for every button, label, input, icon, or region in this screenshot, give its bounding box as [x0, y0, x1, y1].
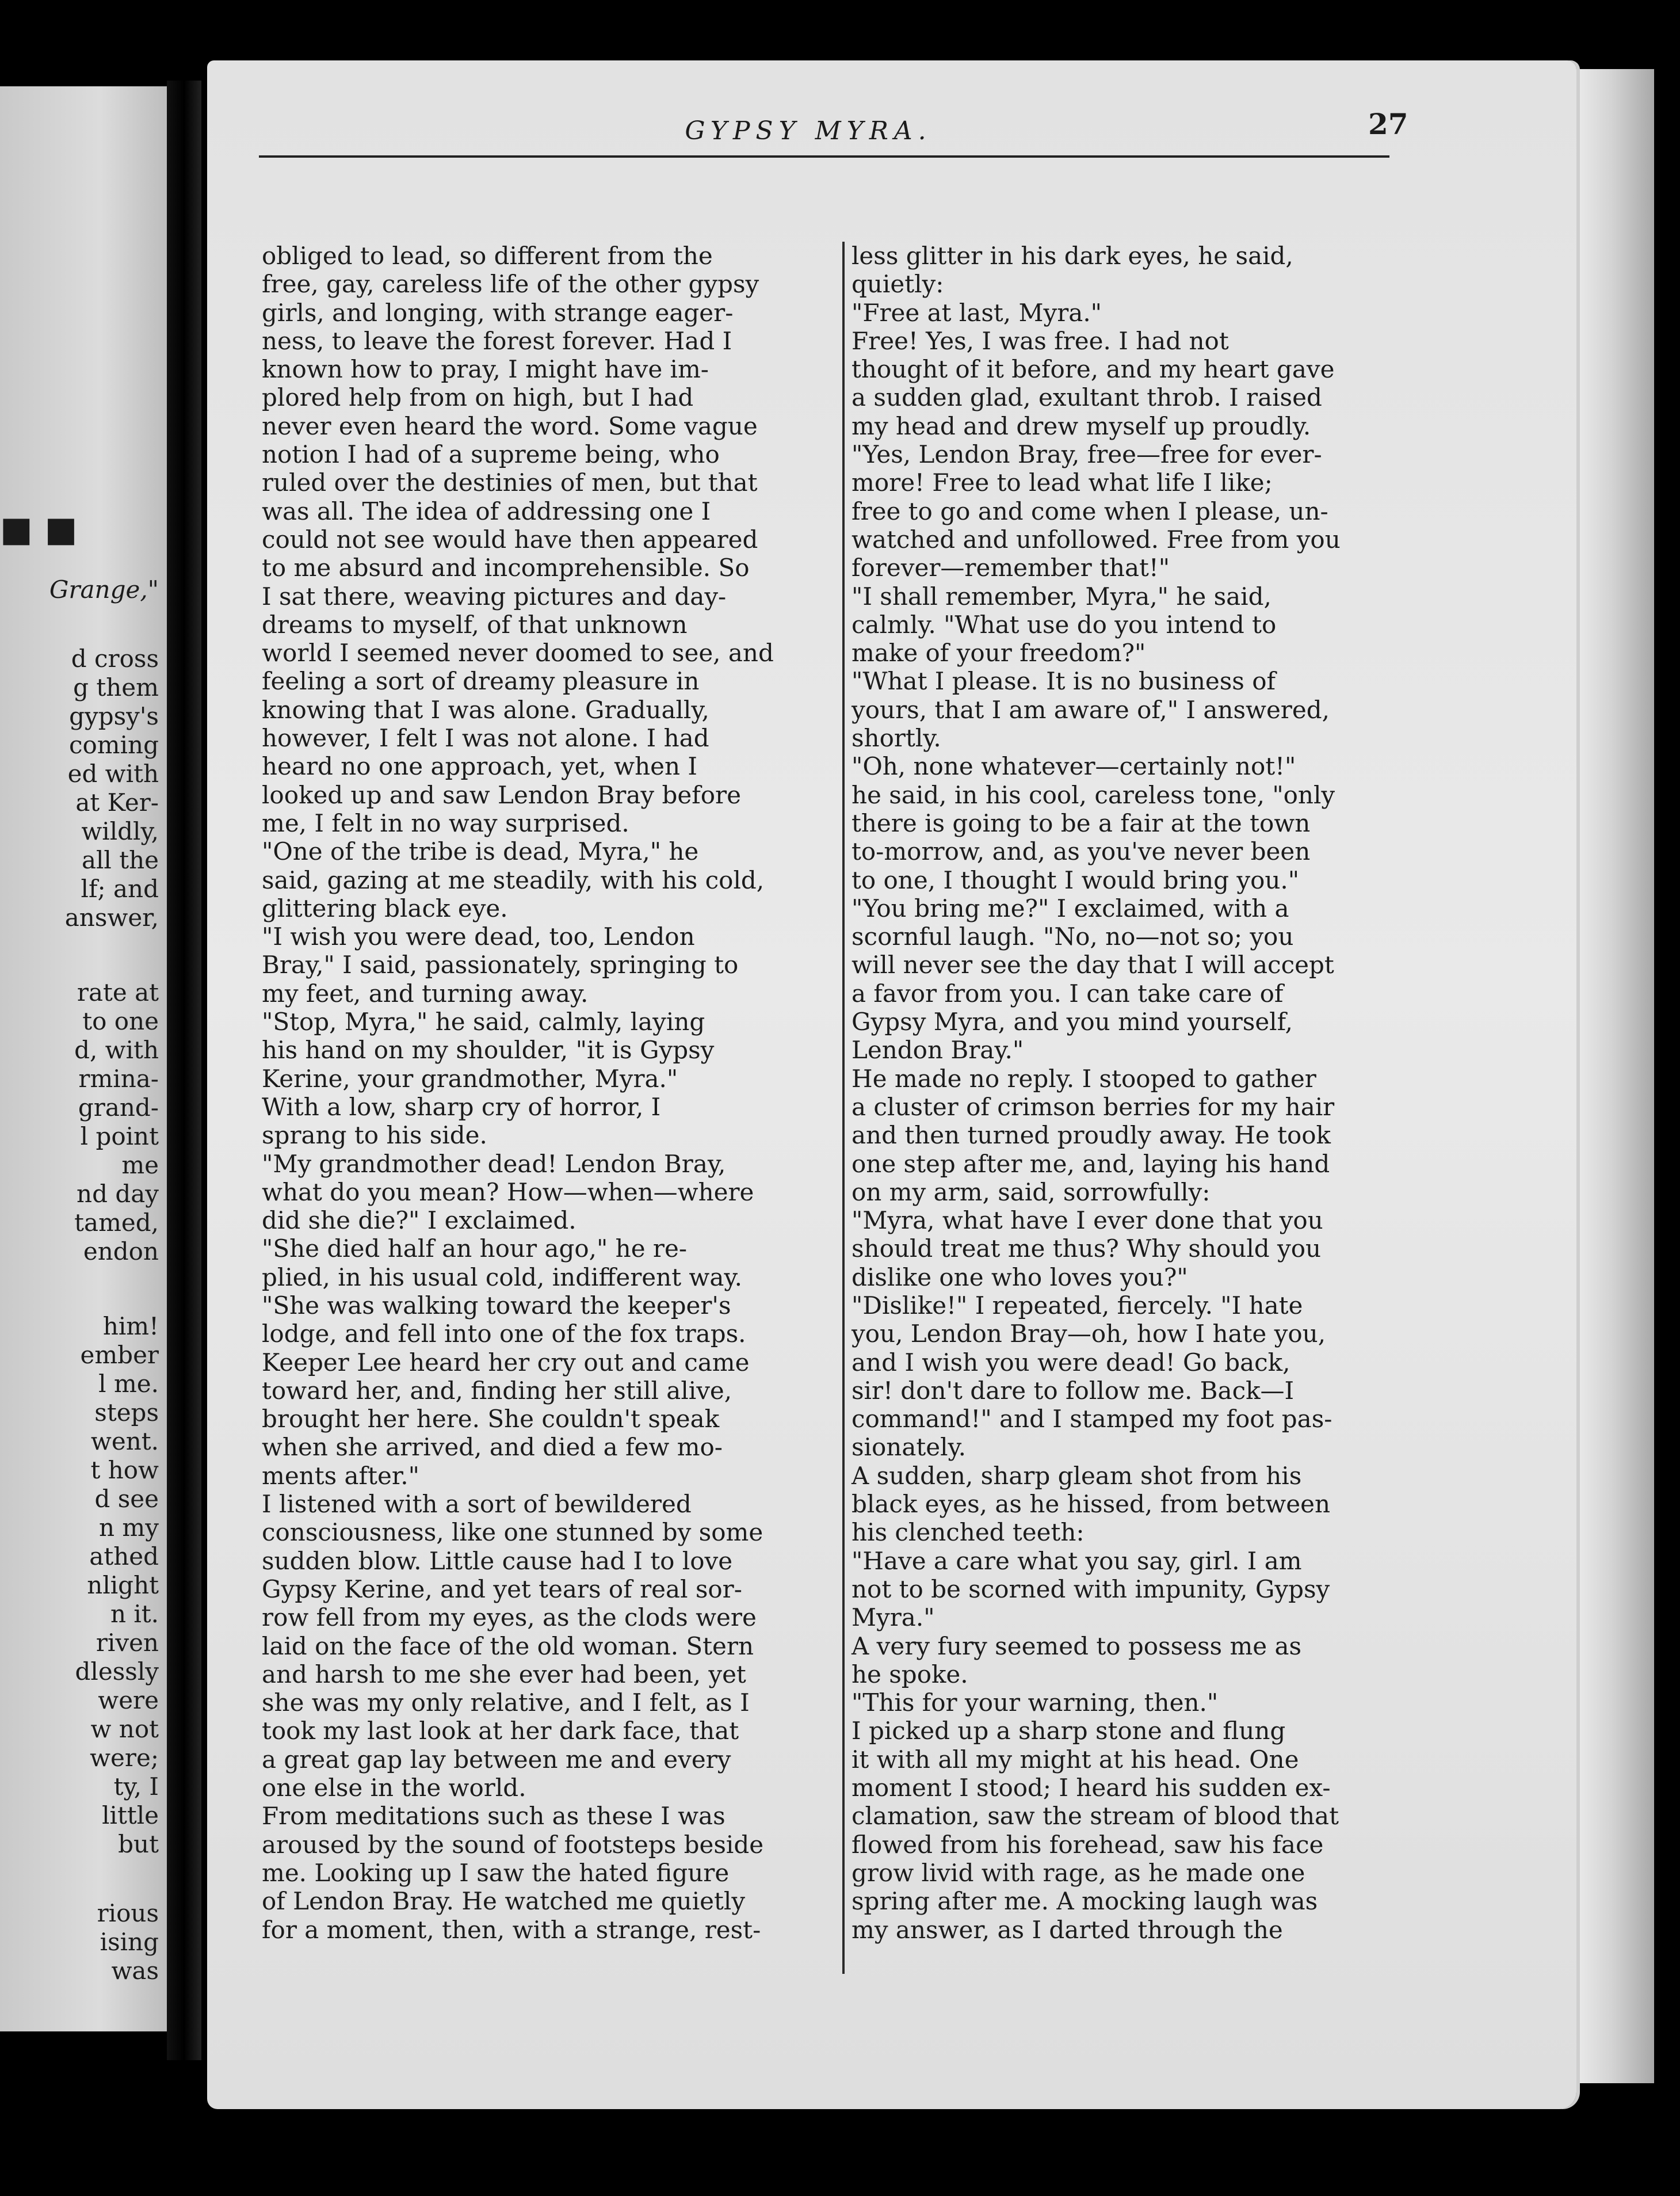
facing-page-fragment: him!: [102, 1312, 159, 1340]
facing-page-fragment: d see: [94, 1485, 159, 1513]
text-line: "I wish you were dead, too, Lendon: [262, 922, 695, 951]
text-line: less glitter in his dark eyes, he said,: [852, 242, 1293, 270]
facing-page-fragment: g them: [73, 673, 159, 702]
text-line: calmly. "What use do you intend to: [852, 610, 1277, 639]
text-line: sudden blow. Little cause had I to love: [262, 1546, 733, 1575]
text-line: ruled over the destinies of men, but that: [262, 468, 758, 497]
facing-page-fragment: ty, I: [113, 1772, 159, 1801]
facing-page-fragment: me: [121, 1151, 159, 1179]
facing-page-fragment: w not: [90, 1715, 159, 1743]
text-line: dreams to myself, of that unknown: [262, 610, 688, 639]
left-column: [262, 242, 831, 1944]
text-line: said, gazing at me steadily, with his cold,: [262, 866, 765, 894]
facing-page-fragment: was: [111, 1957, 159, 1985]
text-line: spring after me. A mocking laugh was: [852, 1887, 1318, 1916]
text-line: toward her, and, finding her still alive,: [262, 1376, 732, 1405]
text-line: you, Lendon Bray—oh, how I hate you,: [852, 1320, 1326, 1348]
text-line: she was my only relative, and I felt, as I: [262, 1688, 750, 1717]
text-line: "My grandmother dead! Lendon Bray,: [262, 1149, 726, 1178]
text-line: however, I felt I was not alone. I had: [262, 724, 709, 753]
column-rule: [842, 242, 845, 1974]
text-line: obliged to lead, so different from the: [262, 242, 713, 270]
text-line: "Oh, none whatever—certainly not!": [852, 752, 1296, 781]
text-line: on my arm, said, sorrowfully:: [852, 1177, 1211, 1206]
text-line: "Dislike!" I repeated, fiercely. "I hate: [852, 1291, 1303, 1320]
facing-page-fragment: ed with: [67, 760, 159, 788]
text-line: clamation, saw the stream of blood that: [852, 1802, 1339, 1831]
text-line: to one, I thought I would bring you.": [852, 866, 1300, 894]
text-line: "She died half an hour ago," he re-: [262, 1234, 688, 1263]
text-line: never even heard the word. Some vague: [262, 411, 758, 440]
text-line: a cluster of crimson berries for my hair: [852, 1092, 1335, 1121]
text-line: Kerine, your grandmother, Myra.": [262, 1064, 678, 1093]
text-line: plied, in his usual cold, indifferent way.: [262, 1263, 742, 1291]
facing-page-fragment: to one: [82, 1007, 159, 1035]
text-line: looked up and saw Lendon Bray before: [262, 780, 741, 809]
text-line: one step after me, and, laying his hand: [852, 1149, 1330, 1178]
facing-page-fragment: rate at: [77, 978, 159, 1006]
text-line: make of your freedom?": [852, 639, 1146, 668]
text-line: a great gap lay between me and every: [262, 1745, 731, 1774]
facing-page-fragment: rmina-: [78, 1065, 159, 1093]
facing-page-fragment: coming: [68, 731, 159, 759]
text-line: it with all my might at his head. One: [852, 1745, 1299, 1774]
facing-page-fragment: ising: [100, 1928, 159, 1956]
text-line: my answer, as I darted through the: [852, 1915, 1283, 1944]
facing-page-fragment: were: [98, 1686, 159, 1714]
facing-page-fragment: dlessly: [75, 1657, 159, 1686]
text-line: ness, to leave the forest forever. Had I: [262, 326, 732, 355]
text-line: quietly:: [852, 270, 944, 299]
facing-page-fragment: wildly,: [81, 817, 159, 845]
text-line: lodge, and fell into one of the fox traps.: [262, 1320, 746, 1348]
text-line: and then turned proudly away. He took: [852, 1121, 1331, 1150]
text-line: not to be scorned with impunity, Gypsy: [852, 1574, 1330, 1603]
text-line: one else in the world.: [262, 1774, 526, 1802]
facing-page-fragment: lf; and: [81, 875, 159, 903]
text-line: what do you mean? How—when—where: [262, 1177, 754, 1206]
text-line: for a moment, then, with a strange, rest-: [262, 1915, 761, 1944]
text-line: flowed from his forehead, saw his face: [852, 1830, 1324, 1859]
text-line: Lendon Bray.": [852, 1036, 1024, 1065]
text-line: world I seemed never doomed to see, and: [262, 639, 774, 668]
text-line: A very fury seemed to possess me as: [852, 1631, 1302, 1660]
text-line: more! Free to lead what life I like;: [852, 468, 1273, 497]
text-line: could not see would have then appeared: [262, 525, 758, 554]
facing-page-fragment: Grange,": [49, 575, 159, 604]
text-line: his clenched teeth:: [852, 1518, 1085, 1547]
text-line: and harsh to me she ever had been, yet: [262, 1660, 746, 1688]
facing-page: [0, 86, 167, 2031]
text-line: will never see the day that I will accept: [852, 951, 1334, 979]
text-line: scornful laugh. "No, no—not so; you: [852, 922, 1294, 951]
text-line: heard no one approach, yet, when I: [262, 752, 697, 781]
text-line: thought of it before, and my heart gave: [852, 355, 1335, 384]
facing-page-fragment: were;: [90, 1744, 159, 1772]
text-line: "I shall remember, Myra," he said,: [852, 582, 1272, 611]
text-line: was all. The idea of addressing one I: [262, 497, 711, 525]
text-line: I picked up a sharp stone and flung: [852, 1717, 1286, 1745]
text-line: "One of the tribe is dead, Myra," he: [262, 837, 699, 866]
facing-page-fragment: nlight: [87, 1571, 159, 1599]
text-line: girls, and longing, with strange eager-: [262, 298, 734, 327]
text-line: my head and drew myself up proudly.: [852, 411, 1311, 440]
facing-page-fragment: answer,: [64, 903, 159, 932]
text-line: and I wish you were dead! Go back,: [852, 1348, 1290, 1377]
text-line: me, I felt in no way surprised.: [262, 809, 629, 837]
text-line: A sudden, sharp gleam shot from his: [852, 1461, 1302, 1490]
text-line: I sat there, weaving pictures and day-: [262, 582, 727, 611]
facing-page-fragment: n it.: [110, 1600, 159, 1628]
text-line: he spoke.: [852, 1660, 968, 1688]
text-line: "Yes, Lendon Bray, free—free for ever-: [852, 440, 1322, 469]
text-line: "You bring me?" I exclaimed, with a: [852, 894, 1289, 922]
facing-page-fragment: grand-: [78, 1093, 159, 1122]
text-line: I listened with a sort of bewildered: [262, 1490, 692, 1519]
text-line: to-morrow, and, as you've never been: [852, 837, 1311, 866]
facing-page-fragment: at Ker-: [75, 788, 159, 817]
right-column: [852, 242, 1415, 1944]
facing-page-fragment: d cross: [71, 645, 159, 673]
facing-page-fragment: gypsy's: [69, 702, 159, 730]
text-line: sir! don't dare to follow me. Back—I: [852, 1376, 1295, 1405]
text-line: moment I stood; I heard his sudden ex-: [852, 1774, 1331, 1802]
facing-page-fragment: athed: [89, 1542, 159, 1570]
text-line: plored help from on high, but I had: [262, 383, 694, 412]
text-line: took my last look at her dark face, that: [262, 1717, 739, 1745]
text-line: glittering black eye.: [262, 894, 508, 922]
facing-page-fragment: ember: [80, 1341, 159, 1369]
facing-page-fragment: rious: [97, 1899, 159, 1927]
text-line: should treat me thus? Why should you: [852, 1234, 1322, 1263]
text-line: ments after.": [262, 1461, 419, 1490]
text-line: forever—remember that!": [852, 554, 1170, 582]
facing-page-fragment: tamed,: [74, 1208, 159, 1237]
text-line: his hand on my shoulder, "it is Gypsy: [262, 1036, 715, 1065]
text-line: grow livid with rage, as he made one: [852, 1858, 1305, 1887]
text-line: With a low, sharp cry of horror, I: [262, 1092, 661, 1121]
text-line: free, gay, careless life of the other gypsy: [262, 270, 759, 299]
facing-page-fragment: riven: [96, 1629, 159, 1657]
text-line: From meditations such as these I was: [262, 1802, 726, 1831]
text-line: "Myra, what have I ever done that you: [852, 1206, 1323, 1235]
text-line: row fell from my eyes, as the clods were: [262, 1603, 757, 1632]
facing-page-fragment: endon: [83, 1237, 159, 1265]
facing-page-marks: ■ ■: [0, 509, 78, 550]
text-line: when she arrived, and died a few mo-: [262, 1433, 723, 1462]
facing-page-fragment: went.: [90, 1427, 159, 1455]
text-line: a favor from you. I can take care of: [852, 979, 1284, 1008]
text-line: sionately.: [852, 1433, 967, 1462]
facing-page-fragment: all the: [81, 846, 159, 874]
text-line: Keeper Lee heard her cry out and came: [262, 1348, 750, 1377]
text-line: Gypsy Kerine, and yet tears of real sor-: [262, 1574, 742, 1603]
text-line: aroused by the sound of footsteps beside: [262, 1830, 764, 1859]
facing-page-fragment: little: [102, 1801, 159, 1829]
text-line: consciousness, like one stunned by some: [262, 1518, 763, 1547]
text-line: shortly.: [852, 724, 941, 753]
text-line: feeling a sort of dreamy pleasure in: [262, 667, 700, 696]
text-line: "What I please. It is no business of: [852, 667, 1276, 696]
text-line: yours, that I am aware of," I answered,: [852, 695, 1330, 724]
facing-page-fragment: t how: [90, 1456, 159, 1484]
text-line: free to go and come when I please, un-: [852, 497, 1328, 525]
text-line: black eyes, as he hissed, from between: [852, 1490, 1331, 1519]
text-line: did she die?" I exclaimed.: [262, 1206, 576, 1235]
text-line: me. Looking up I saw the hated figure: [262, 1858, 730, 1887]
text-line: brought her here. She couldn't speak: [262, 1405, 720, 1434]
text-line: "Have a care what you say, girl. I am: [852, 1546, 1302, 1575]
text-line: "This for your warning, then.": [852, 1688, 1219, 1717]
page-number: 27: [1368, 107, 1408, 141]
facing-page-fragment: n my: [99, 1513, 159, 1542]
text-line: he said, in his cool, careless tone, "only: [852, 780, 1335, 809]
facing-page-fragment: nd day: [77, 1180, 159, 1208]
text-line: command!" and I stamped my foot pas-: [852, 1405, 1332, 1434]
text-line: a sudden glad, exultant throb. I raised: [852, 383, 1322, 412]
text-line: "Stop, Myra," he said, calmly, laying: [262, 1008, 705, 1036]
text-line: there is going to be a fair at the town: [852, 809, 1311, 837]
header-rule: [259, 155, 1389, 158]
text-line: watched and unfollowed. Free from you: [852, 525, 1341, 554]
facing-page-fragment: l me.: [98, 1370, 159, 1398]
text-line: to me absurd and incomprehensible. So: [262, 554, 750, 582]
book-gutter: [167, 81, 201, 2060]
text-line: my feet, and turning away.: [262, 979, 589, 1008]
text-line: Bray," I said, passionately, springing to: [262, 951, 739, 979]
facing-page-fragment: d, with: [74, 1036, 159, 1064]
text-line: Free! Yes, I was free. I had not: [852, 326, 1229, 355]
running-head: GYPSY MYRA.: [685, 116, 932, 146]
text-line: "Free at last, Myra.": [852, 298, 1102, 327]
text-line: Gypsy Myra, and you mind yourself,: [852, 1008, 1293, 1036]
text-line: "She was walking toward the keeper's: [262, 1291, 731, 1320]
text-line: Myra.": [852, 1603, 935, 1632]
text-line: known how to pray, I might have im-: [262, 355, 709, 384]
text-line: knowing that I was alone. Gradually,: [262, 695, 709, 724]
text-line: notion I had of a supreme being, who: [262, 440, 720, 469]
text-line: laid on the face of the old woman. Stern: [262, 1631, 754, 1660]
facing-page-fragment: l point: [80, 1122, 159, 1150]
facing-page-fragment: but: [118, 1830, 159, 1858]
text-line: of Lendon Bray. He watched me quietly: [262, 1887, 746, 1916]
text-line: dislike one who loves you?": [852, 1263, 1188, 1291]
facing-page-fragment: steps: [94, 1398, 159, 1427]
text-line: He made no reply. I stooped to gather: [852, 1064, 1316, 1093]
text-line: sprang to his side.: [262, 1121, 487, 1150]
